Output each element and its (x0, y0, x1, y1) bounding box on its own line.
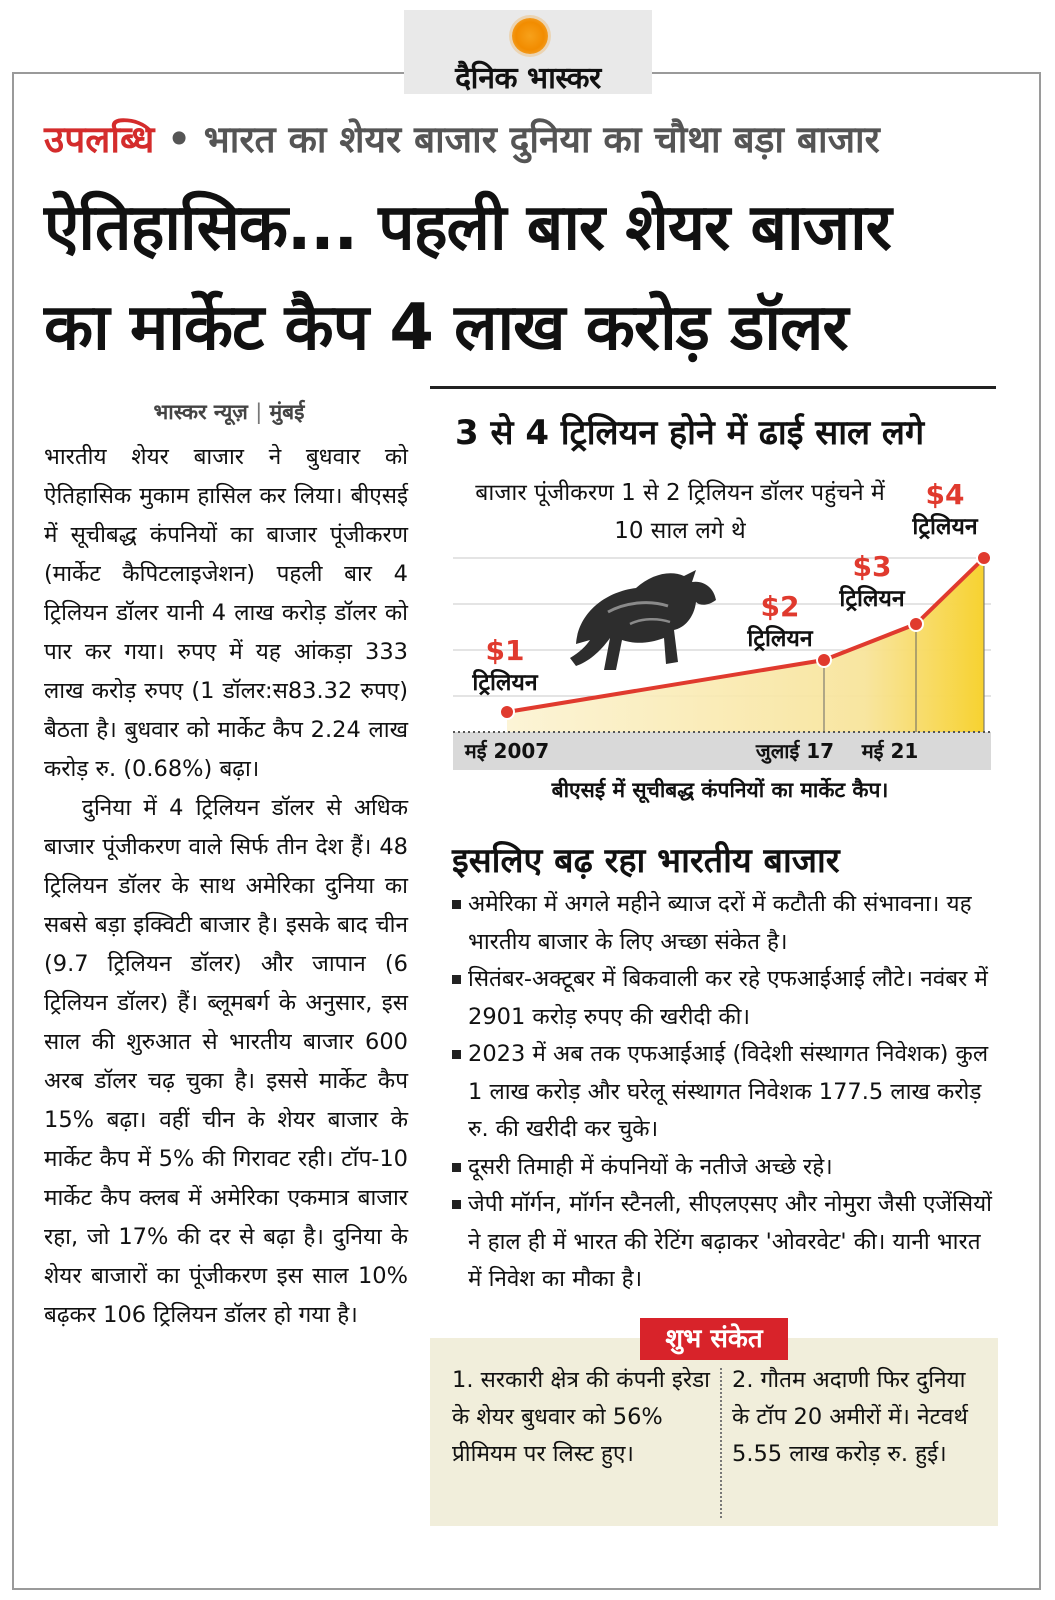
body-paragraph-1: भारतीय शेयर बाजार ने बुधवार को ऐतिहासिक मुकाम हासिल कर लिया। बीएसई में सूचीबद्ध कंपनियों का बाजार पूंजीकरण (मार्केट कैपिटलाइजेशन) पहली बार 4 ट्रिलियन डॉलर यानी 4 लाख करोड़ डॉलर को पार कर गया। रुपए में यह आंकड़ा 333 लाख करोड़ रुपए (1 डॉलर:स83.32 रुपए) बैठता है। बुधवार को मार्केट कैप 2.24 लाख करोड़ रु. (0.68%) बढ़ा। (44, 444, 408, 782)
byline (44, 398, 414, 426)
data-point (909, 617, 923, 631)
value-label: $4 (925, 478, 965, 511)
headline-line-1: ऐतिहासिक... पहली बार शेयर बाजार (44, 191, 891, 265)
chart-top-rule (430, 386, 996, 389)
x-tick-label: जुलाई 17 (755, 739, 835, 763)
reasons-title: इसलिए बढ़ रहा भारतीय बाजार (452, 841, 840, 881)
market-cap-chart (450, 474, 995, 774)
byline-source: भास्कर न्यूज़ (153, 400, 248, 424)
masthead (404, 10, 652, 94)
masthead-logo: दैनिक भास्कर (455, 61, 601, 96)
byline-city: मुंबई (269, 400, 305, 424)
x-tick-label: मई 21 (861, 739, 919, 763)
reason-item: जेपी मॉर्गन, मॉर्गन स्टैनली, सीएलएसए और नोमुरा जैसी एजेंसियों ने हाल ही में भारत की रेटिंग बढ़ाकर 'ओवरवेट' की। यानी भारत में निवेश का मौका है। (452, 1186, 992, 1299)
reasons-list (452, 886, 992, 1299)
kicker-label: उपलब्धि (44, 118, 155, 161)
x-tick-label: मई 2007 (464, 739, 550, 763)
sun-logo-icon (512, 18, 548, 54)
byline-separator: | (255, 400, 263, 424)
chart-caption: बीएसई में सूचीबद्ध कंपनियों का मार्केट कैप। (551, 778, 889, 802)
value-label: $3 (852, 550, 892, 583)
value-label: $1 (485, 634, 525, 667)
kicker-text: • भारत का शेयर बाजार दुनिया का चौथा बड़ा बाजार (167, 118, 880, 161)
article-body (44, 438, 408, 1335)
unit-label: ट्रिलियन (839, 586, 905, 612)
unit-label: ट्रिलियन (472, 670, 538, 696)
shubh-sanket-item-2: 2. गौतम अदाणी फिर दुनिया के टॉप 20 अमीरों में। नेटवर्थ 5.55 लाख करोड़ रु. हुई। (732, 1367, 968, 1467)
data-point (500, 705, 514, 719)
shubh-sanket-item-1: 1. सरकारी क्षेत्र की कंपनी इरेडा के शेयर बुधवार को 56% प्रीमियम पर लिस्ट हुए। (452, 1367, 710, 1467)
value-label: $2 (760, 590, 800, 623)
data-point (977, 551, 991, 565)
reason-item: दूसरी तिमाही में कंपनियों के नतीजे अच्छे रहे। (452, 1149, 992, 1187)
kicker (44, 112, 1034, 163)
body-paragraph-2: दुनिया में 4 ट्रिलियन डॉलर से अधिक बाजार पूंजीकरण वाले सिर्फ तीन देश हैं। 48 ट्रिलियन डॉलर के साथ अमेरिका दुनिया का सबसे बड़ा इक्विटी बाजार है। इसके बाद चीन (9.7 ट्रिलियन डॉलर) और जापान (6 ट्रिलियन डॉलर) हैं। ब्लूमबर्ग के अनुसार, इस साल की शुरुआत से भारतीय बाजार 600 अरब डॉलर चढ़ चुका है। इससे मार्केट कैप 15% बढ़ा। वहीं चीन के शेयर बाजार के मार्केट कैप में 5% की गिरावट रही। टॉप-10 मार्केट कैप क्लब में अमेरिका एकमात्र बाजार रहा, जो 17% की दर से बढ़ा है। दुनिया के शेयर बाजारों का पूंजीकरण इस साल 10% बढ़कर 106 ट्रिलियन डॉलर हो गया है। (44, 795, 408, 1328)
shubh-sanket-divider (720, 1368, 722, 1518)
headline-line-2: का मार्केट कैप 4 लाख करोड़ डॉलर (44, 291, 848, 365)
chart-title: 3 से 4 ट्रिलियन होने में ढाई साल लगे (455, 413, 925, 453)
data-point (817, 653, 831, 667)
reason-item: सितंबर-अक्टूबर में बिकवाली कर रहे एफआईआई लौटे। नवंबर में 2901 करोड़ रुपए की खरीदी की। (452, 961, 992, 1036)
unit-label: ट्रिलियन (747, 626, 813, 652)
reason-item: अमेरिका में अगले महीने ब्याज दरों में कटौती की संभावना। यह भारतीय बाजार के लिए अच्छा संकेत है। (452, 886, 992, 961)
chart-subtitle: बाजार पूंजीकरण 1 से 2 ट्रिलियन डॉलर पहुंचने में 10 साल लगे थे (475, 480, 885, 544)
headline (44, 178, 1034, 378)
unit-label: ट्रिलियन (912, 514, 978, 540)
shubh-sanket-tag: शुभ संकेत (640, 1318, 788, 1360)
reason-item: 2023 में अब तक एफआईआई (विदेशी संस्थागत निवेशक) कुल 1 लाख करोड़ और घरेलू संस्थागत निवेशक 177.5 लाख करोड़ रु. की खरीदी कर चुके। (452, 1036, 992, 1149)
